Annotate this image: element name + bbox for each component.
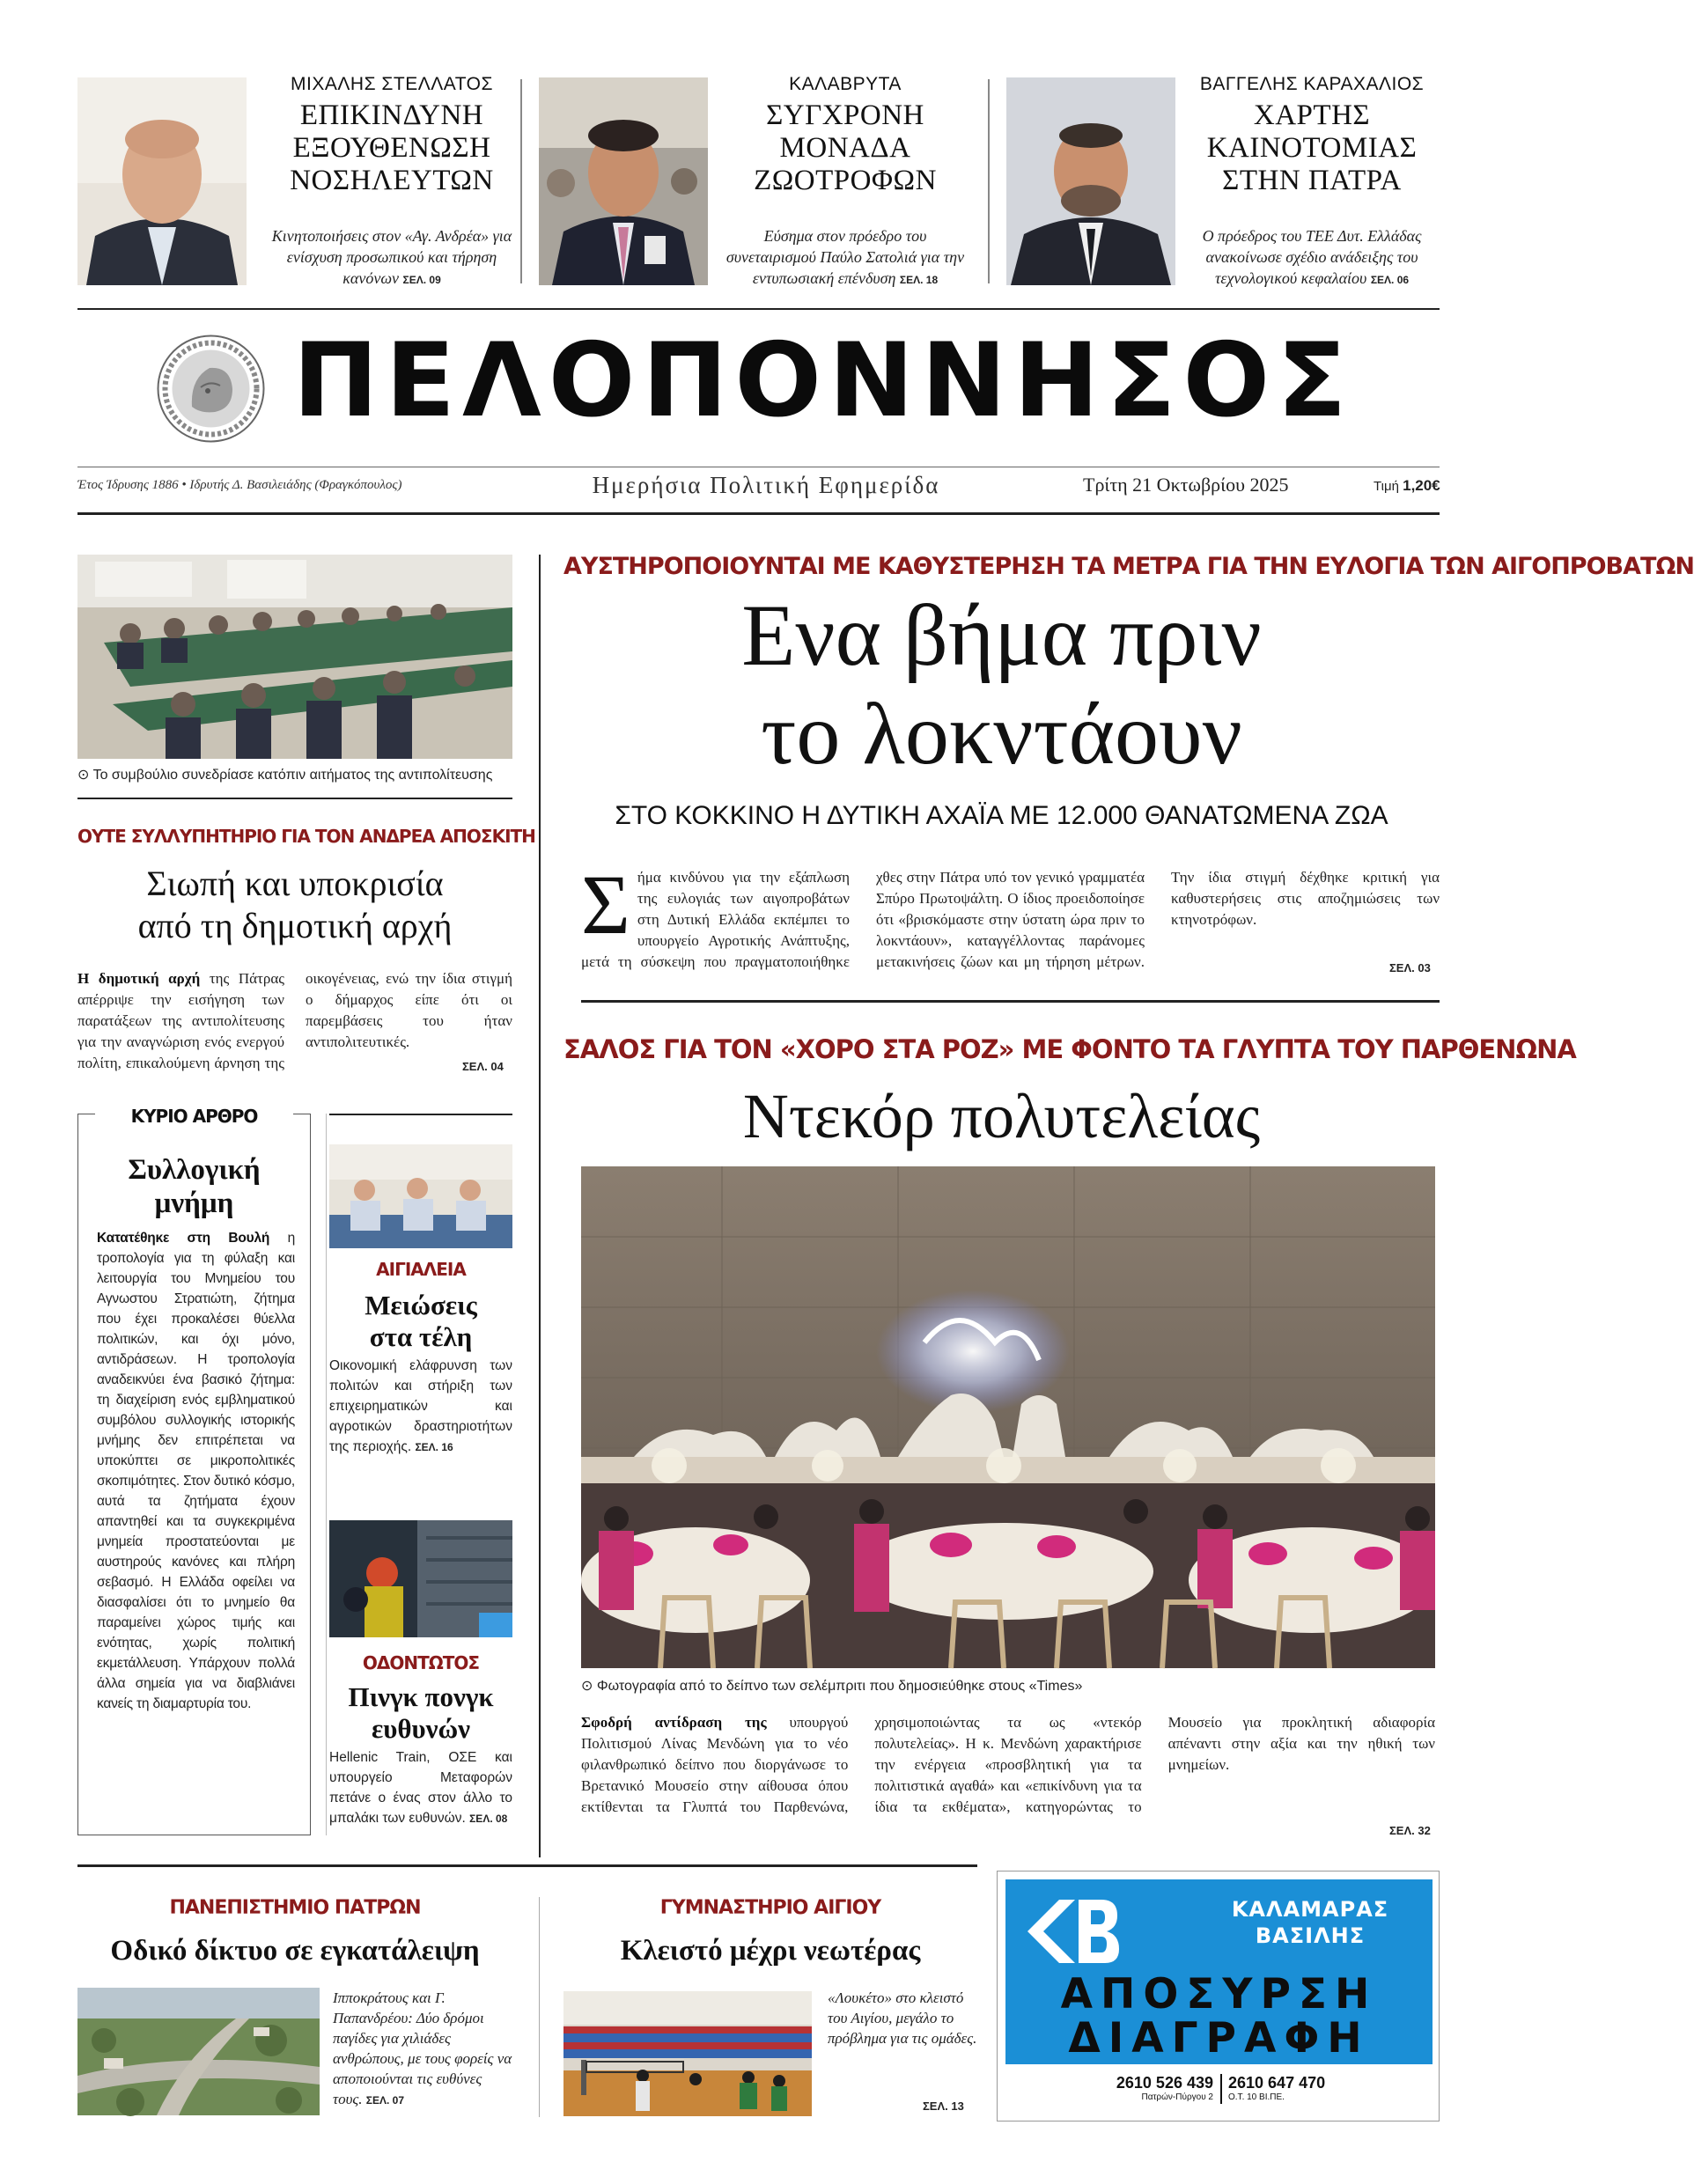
headline-line: το λοκντάουν xyxy=(761,685,1242,783)
teaser-description xyxy=(264,225,519,290)
story-headline[interactable] xyxy=(329,1290,512,1353)
photo-caption xyxy=(77,766,492,783)
ad-phone-secondary[interactable] xyxy=(1228,2074,1369,2102)
teaser-name: ΒΑΓΓΕΛΗΣ ΚΑΡΑΧΑΛΙΟΣ xyxy=(1199,74,1425,94)
ad-phone-sub: Ο.Τ. 10 ΒΙ.ΠΕ. xyxy=(1228,2092,1285,2102)
story-kicker: ΓΥΜΝΑΣΤΗΡΙΟ ΑΙΓΙΟΥ xyxy=(659,1897,881,1919)
main-subhead: ΣΤΟ ΚΟΚΚΙΝΟ Η ΔΥΤΙΚΗ ΑΧΑΪΑ ΜΕ 12.000 ΘΑΝΑΤΩΜΕΝΑ ΖΩΑ xyxy=(615,801,1388,830)
newspaper-title: ΠΕΛΟΠΟΝΝΗΣΟΣ xyxy=(292,321,1354,440)
story-lead: Η δημοτική αρχή xyxy=(77,970,201,987)
issue-date: Τρίτη 21 Οκτωβρίου 2025 xyxy=(1083,474,1289,496)
headline-line: Σιωπή και υποκρισία xyxy=(146,864,444,903)
university-road-photo xyxy=(77,1988,320,2115)
masthead-rule-top xyxy=(77,308,1440,310)
main-kicker: ΑΥΣΤΗΡΟΠΟΙΟΥΝΤΑΙ ΜΕ ΚΑΘΥΣΤΕΡΗΣΗ ΤΑ ΜΕΤΡΑ ΓΙΑ ΤΗΝ ΕΥΛΟΓΙΑ ΤΩΝ ΑΙΓΟΠΡΟΒΑΤΩΝ xyxy=(563,553,1694,580)
page-reference: ΣΕΛ. 03 xyxy=(1389,961,1431,974)
editorial-body xyxy=(97,1228,295,1714)
aigio-gym-photo xyxy=(563,1991,812,2116)
story-kicker: ΟΔΟΝΤΩΤΟΣ xyxy=(362,1652,480,1673)
ad-name-line: ΒΑΣΙΛΗΣ xyxy=(1255,1923,1366,1948)
teaser-description xyxy=(1184,225,1440,290)
teaser-headline-line: ΕΞΟΥΘΕΝΩΣΗ xyxy=(292,132,491,164)
odontotos-photo xyxy=(329,1520,512,1637)
story-body xyxy=(329,1356,512,1458)
editorial-label: ΚΥΡΙΟ ΑΡΘΡΟ xyxy=(95,1102,293,1130)
newspaper-tagline: Ημερήσια Πολιτική Εφημερίδα xyxy=(592,472,940,498)
teaser-headline-line: ΖΩΟΤΡΟΦΩΝ xyxy=(754,165,937,196)
page-reference: ΣΕΛ. 04 xyxy=(462,1060,504,1073)
teaser-photo-satolias xyxy=(539,77,708,285)
page-reference: ΣΕΛ. 13 xyxy=(923,2099,964,2113)
story-text: Οικονομική ελάφρυνση των πολιτών και στήριξη των επιχειρηματικών και αγροτικών δραστηριοτήτων της περιοχής. xyxy=(329,1358,512,1454)
car-recycling-ad[interactable] xyxy=(997,1871,1440,2121)
page-reference: ΣΕΛ. 32 xyxy=(1389,1824,1431,1837)
teaser-desc-text: Κινητοποιήσεις στον «Αγ. Ανδρέα» για ενίσχυση προσωπικού και τήρηση κανόνων xyxy=(271,227,512,287)
ad-phone-divider xyxy=(1220,2074,1222,2104)
bottom-section-rule xyxy=(77,1864,977,1867)
column-divider xyxy=(520,79,522,283)
headline-line: από τη δημοτική αρχή xyxy=(137,906,453,945)
page-reference: ΣΕΛ. 18 xyxy=(899,274,939,286)
caption-text: Το συμβούλιο συνεδρίασε κατόπιν αιτήματος της αντιπολίτευσης xyxy=(92,768,493,783)
parthenon-dinner-photo xyxy=(581,1166,1435,1668)
headline-line: Μειώσεις xyxy=(365,1290,477,1320)
price-value: 1,20€ xyxy=(1403,477,1440,494)
ad-phone-number: 2610 647 470 xyxy=(1228,2074,1326,2092)
teaser-headline-line: ΣΥΓΧΡΟΝΗ xyxy=(766,99,924,131)
story-lead: Κατατέθηκε στη Βουλή xyxy=(97,1231,270,1246)
teaser-headline-line: ΝΟΣΗΛΕΥΤΩΝ xyxy=(290,165,494,196)
story-text: «Λουκέτο» στο κλειστό του Αιγίου, μεγάλο το πρόβλημα για τις ομάδες. xyxy=(828,1989,977,2047)
second-body xyxy=(581,1712,1435,1827)
aigialeia-photo xyxy=(329,1144,512,1248)
story-text: Hellenic Train, ΟΣΕ και υπουργείο Μεταφορών πετάνε ο ένας στον άλλο το μπαλάκι των ευθυνών. xyxy=(329,1750,512,1826)
story-headline[interactable]: Κλειστό μέχρι νεωτέρας xyxy=(620,1935,921,1967)
story-text: Ιπποκράτους και Γ. Παπανδρέου: Δύο δρόμοι παγίδες για χιλιάδες ανθρώπους, με τους φορείς να αποποιούνται τις ευθύνες τους. xyxy=(333,1989,512,2107)
teaser-desc-text: Εύσημα στον πρόεδρο του συνεταιρισμού Παύλο Σατολιά για την εντυπωσιακή επένδυση xyxy=(725,227,965,287)
second-headline[interactable]: Ντεκόρ πολυτελείας xyxy=(742,1081,1261,1151)
story-body xyxy=(333,1988,512,2111)
story-text: της Πάτρας απέρριψε την εισήγηση των παρατάξεων της αντιπολίτευσης για την αναγνώριση ενός ενεργού πολίτη, επικαλούμενη άρνηση της οικογένειας, ενώ την ίδια στιγμή ο δήμαρχος είπε ότι οι παρεμβάσεις του ήταν αντιπολιτευτικές. xyxy=(77,970,512,1071)
story-body xyxy=(329,1747,512,1829)
ad-phone-primary[interactable] xyxy=(1081,2074,1213,2102)
teaser-headline[interactable] xyxy=(1184,99,1440,197)
teaser-headline-line: ΜΟΝΑΔΑ xyxy=(779,132,911,164)
teaser-desc-text: Ο πρόεδρος του ΤΕΕ Δυτ. Ελλάδας ανακοίνωσε σχέδιο ανάδειξης του τεχνολογικού κεφαλαίου xyxy=(1202,227,1422,287)
ad-phone-number: 2610 526 439 xyxy=(1116,2074,1213,2092)
caption-text: Φωτογραφία από το δείπνο των σελέμπριτι που δημοσιεύθηκε στους «Times» xyxy=(596,1679,1083,1694)
page-reference: ΣΕΛ. 16 xyxy=(415,1441,453,1453)
page-reference: ΣΕΛ. 08 xyxy=(469,1813,508,1825)
ad-logo-icon xyxy=(1024,1896,1121,1967)
headline-line: Πινγκ πονγκ xyxy=(348,1681,494,1712)
headline-line: μνήμη xyxy=(154,1188,234,1219)
page-reference: ΣΕΛ. 06 xyxy=(1370,274,1410,286)
section-rule xyxy=(329,1114,512,1115)
newspaper-seal-icon xyxy=(157,335,265,443)
teaser-headline-line: ΧΑΡΤΗΣ xyxy=(1253,99,1371,131)
ad-slogan-line: ΔΙΑΓΡΑΦΗ xyxy=(1068,2014,1370,2063)
editorial-headline[interactable] xyxy=(86,1153,302,1220)
teaser-description xyxy=(718,225,973,290)
ad-slogan xyxy=(1005,1970,1433,2063)
headline-line: στα τέλη xyxy=(369,1321,473,1352)
price-label: Τιμή xyxy=(1374,479,1399,494)
story-kicker: ΑΙΓΙΑΛΕΙΑ xyxy=(376,1259,466,1280)
teaser-headline-line: ΚΑΙΝΟΤΟΜΙΑΣ xyxy=(1206,132,1418,164)
story-body xyxy=(828,1988,977,2048)
teaser-name: ΜΙΧΑΛΗΣ ΣΤΕΛΛΑΤΟΣ xyxy=(291,74,493,94)
teaser-photo-karachalios xyxy=(1006,77,1175,285)
story-headline[interactable] xyxy=(77,863,512,947)
column-divider xyxy=(326,1114,327,1835)
teaser-headline-line: ΣΤΗΝ ΠΑΤΡΑ xyxy=(1222,165,1402,196)
founding-info: Έτος Ίδρυσης 1886 • Ιδρυτής Δ. Βασιλειάδης (Φραγκόπουλος) xyxy=(77,478,402,492)
headline-line: Ενα βήμα πριν xyxy=(741,586,1262,684)
council-meeting-photo xyxy=(77,555,512,759)
camera-icon: ⊙ xyxy=(581,1679,593,1694)
page-reference: ΣΕΛ. 09 xyxy=(402,274,441,286)
story-body xyxy=(77,968,512,1078)
story-lead: Σφοδρή αντίδραση της xyxy=(581,1714,767,1731)
page-reference: ΣΕΛ. 07 xyxy=(365,2094,405,2107)
ad-slogan-line: ΑΠΟΣΥΡΣΗ xyxy=(1060,1970,1378,2019)
column-divider xyxy=(539,555,541,1857)
main-body xyxy=(581,857,1440,973)
teaser-name: ΚΑΛΑΒΡΥΤΑ xyxy=(789,74,902,94)
story-headline[interactable]: Οδικό δίκτυο σε εγκατάλειψη xyxy=(110,1935,480,1967)
ad-name-line: ΚΑΛΑΜΑΡΑΣ xyxy=(1231,1897,1389,1922)
masthead-rule-bottom xyxy=(77,512,1440,515)
main-body-text: ήμα κινδύνου για την εξάπλωση της ευλογιάς των αιγοπροβάτων στη Δυτική Ελλάδα εκπέμπει το υπουργείο Αγροτικής Ανάπτυξης, μετά τη σύσκεψη που πραγματοποιήθηκε χθες στην Πάτρα υπό τον γενικό γραμματέα Σπύρο Πρωτοψάλτη. Ο ίδιος προειδοποίησε ότι «βρισκόμαστε στην ύστατη ώρα πριν το λοκντάουν», καταγγέλλοντας παράνομες μετακινήσεις ζώων και μη τήρηση μέτρων. Την ίδια στιγμή δέχθηκε κριτική για καθυστερήσεις στις αποζημιώσεις των κτηνοτρόφων. xyxy=(581,869,1440,970)
headline-line: ευθυνών xyxy=(372,1713,470,1744)
drop-cap: Σ xyxy=(581,857,630,952)
teaser-headline[interactable] xyxy=(264,99,519,197)
story-text: η τροπολογία για τη φύλαξη και λειτουργία του Μνημείου του Αγνωστου Στρατιώτη, ζήτημα που έχει προκαλέσει θύελλα πολιτικών, και όχι μόνο, αντιδράσεων. Η τροπολογία αναδεικνύει ένα βασικό ζήτημα: τη διαχείριση ενός εμβληματικού συμβόλου συλλογικής ιστορικής μνήμης δεν επιτρέπεται να υποκύπτει σε μικροπολιτικές σκοπιμότητες. Στον δυτικό κόσμο, αυτά τα ζητήματα έχουν απαντηθεί και τα συγκεκριμένα μνημεία προστατεύονται με αυστηρούς κανόνες και πλήρη σεβασμό. Η Ελλάδα οφείλει να διασφαλίσει ότι το μνημείο θα παραμείνει χώρος τιμής και ενότητας, χωρίς πολιτική εκμετάλλευση. Υπάρχουν πολλά άλλα σημεία για να διαβλιάνει κανείς τη διαμαρτυρία του. xyxy=(97,1231,296,1711)
section-rule xyxy=(77,798,512,799)
column-divider xyxy=(539,1897,540,2117)
ad-business-name xyxy=(1200,1896,1420,1949)
camera-icon: ⊙ xyxy=(77,768,90,783)
story-text: υπουργού Πολιτισμού Λίνας Μενδώνη για το νέο φιλανθρωπικό δείπνο που διοργάνωσε το Βρετανικό Μουσείο στην αίθουσα όπου εκτίθενται τα Γλυπτά του Παρθενώνα, χρησιμοποιώντας τα ως «ντεκόρ πολυτελείας». Η κ. Μενδώνη χαρακτήρισε την ενέργεια «προσβλητική για τα πολιτιστικά αγαθά» και «επικίνδυνη για τα ίδια τα εκθέματα», κατηγορώντας το Μουσείο για προκλητική αδιαφορία απέναντι στην αξία και την ηθική των μνημείων. xyxy=(581,1714,1435,1815)
story-headline[interactable] xyxy=(329,1681,512,1745)
ad-phone-sub: Πατρών-Πύργου 2 xyxy=(1141,2092,1213,2102)
column-divider xyxy=(988,79,990,283)
teaser-headline-line: ΕΠΙΚΙΝΔΥΝΗ xyxy=(299,99,484,131)
main-headline[interactable] xyxy=(563,586,1440,783)
story-kicker: ΠΑΝΕΠΙΣΤΗΜΙΟ ΠΑΤΡΩΝ xyxy=(169,1897,421,1919)
second-kicker: ΣΑΛΟΣ ΓΙΑ ΤΟΝ «ΧΟΡΟ ΣΤΑ ΡΟΖ» ΜΕ ΦΟΝΤΟ ΤΑ ΓΛΥΠΤΑ ΤΟΥ ΠΑΡΘΕΝΩΝΑ xyxy=(563,1034,1576,1064)
issue-price xyxy=(1374,477,1440,495)
headline-line: Συλλογική xyxy=(128,1154,261,1186)
story-kicker: ΟΥΤΕ ΣΥΛΛΥΠΗΤΗΡΙΟ ΓΙΑ ΤΟΝ ΑΝΔΡΕΑ ΑΠΟΣΚΙΤΗ xyxy=(77,826,535,847)
teaser-photo-stellatos xyxy=(77,77,247,285)
section-rule xyxy=(581,1000,1440,1003)
teaser-headline[interactable] xyxy=(718,99,973,197)
photo-caption xyxy=(581,1677,1082,1695)
